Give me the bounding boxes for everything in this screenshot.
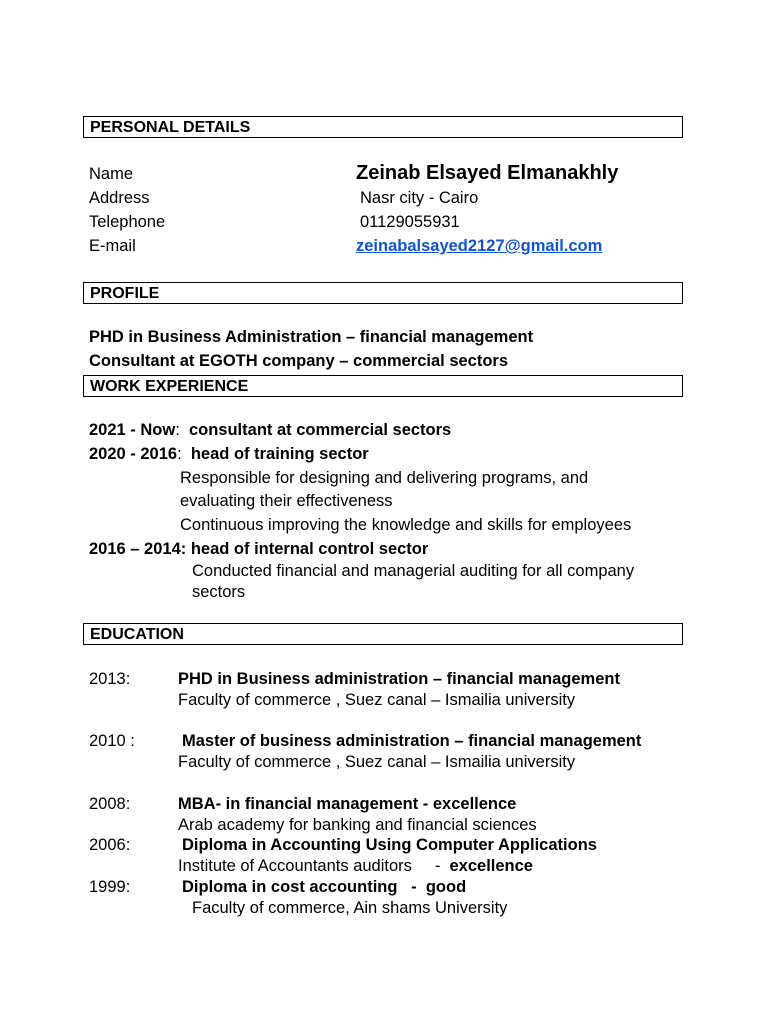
edu-2-title: Master of business administration – financial management xyxy=(182,732,642,750)
name-value: Zeinab Elsayed Elmanakhly xyxy=(356,162,619,184)
edu-4-title: Diploma in Accounting Using Computer Applications xyxy=(182,836,597,854)
edu-3-year: 2008: xyxy=(89,795,131,813)
profile-header xyxy=(83,282,683,304)
profile-line-2: Consultant at EGOTH company – commercial sectors xyxy=(89,352,509,370)
job-3-heading: 2016 – 2014: head of internal control sector xyxy=(89,540,429,558)
edu-3-title: MBA- in financial management - excellence xyxy=(178,795,517,813)
edu-3-place: Arab academy for banking and financial sciences xyxy=(178,816,537,834)
edu-5-year: 1999: xyxy=(89,878,131,896)
job-2-period-text: 2020 - 2016 xyxy=(89,445,178,463)
job-1-period: 2021 - Now: consultant at commercial sectors xyxy=(89,421,452,439)
job-2-desc-1: Responsible for designing and delivering programs, and xyxy=(180,469,589,487)
job-2-desc-3: Continuous improving the knowledge and skills for employees xyxy=(180,516,632,534)
work-experience-heading: WORK EXPERIENCE xyxy=(90,378,249,395)
edu-4-place-line xyxy=(178,858,533,875)
edu-5-place: Faculty of commerce, Ain shams University xyxy=(192,899,508,917)
edu-5-title: Diploma in cost accounting - good xyxy=(182,878,467,896)
edu-1-year: 2013: xyxy=(89,670,131,688)
edu-2-year: 2010 : xyxy=(89,732,135,750)
edu-1-title: PHD in Business administration – financial management xyxy=(178,670,620,688)
job-2-title: head of training sector xyxy=(190,445,369,463)
personal-details-heading: PERSONAL DETAILS xyxy=(90,119,251,136)
name-label: Name xyxy=(89,165,134,183)
job-3-desc-2: sectors xyxy=(192,583,246,601)
education-heading: EDUCATION xyxy=(90,626,184,643)
education-header xyxy=(83,623,683,645)
job-1-title: consultant at commercial sectors xyxy=(188,421,452,439)
edu-4-place: Institute of Accountants auditors - xyxy=(178,857,441,875)
edu-2-place: Faculty of commerce , Suez canal – Ismailia university xyxy=(178,753,576,771)
profile-line-1: PHD in Business Administration – financial management xyxy=(89,328,534,346)
address-value: Nasr city - Cairo xyxy=(360,189,479,207)
job-1-period-text: 2021 - Now xyxy=(89,421,176,439)
personal-details-header xyxy=(83,116,683,138)
job-2-period: 2020 - 2016: head of training sector xyxy=(89,445,369,463)
job-3-desc-1: Conducted financial and managerial auditing for all company xyxy=(192,562,635,580)
email-link[interactable]: zeinabalsayed2127@gmail.com xyxy=(356,237,603,255)
telephone-value: 01129055931 xyxy=(360,213,460,231)
profile-heading: PROFILE xyxy=(90,285,160,302)
address-label: Address xyxy=(89,189,150,207)
work-experience-header xyxy=(83,375,683,397)
edu-1-place: Faculty of commerce , Suez canal – Ismailia university xyxy=(178,691,576,709)
job-2-desc-2: evaluating their effectiveness xyxy=(180,492,393,510)
email-label: E-mail xyxy=(89,237,136,255)
edu-4-grade: excellence xyxy=(449,857,533,875)
telephone-label: Telephone xyxy=(89,213,166,231)
edu-4-year: 2006: xyxy=(89,836,131,854)
